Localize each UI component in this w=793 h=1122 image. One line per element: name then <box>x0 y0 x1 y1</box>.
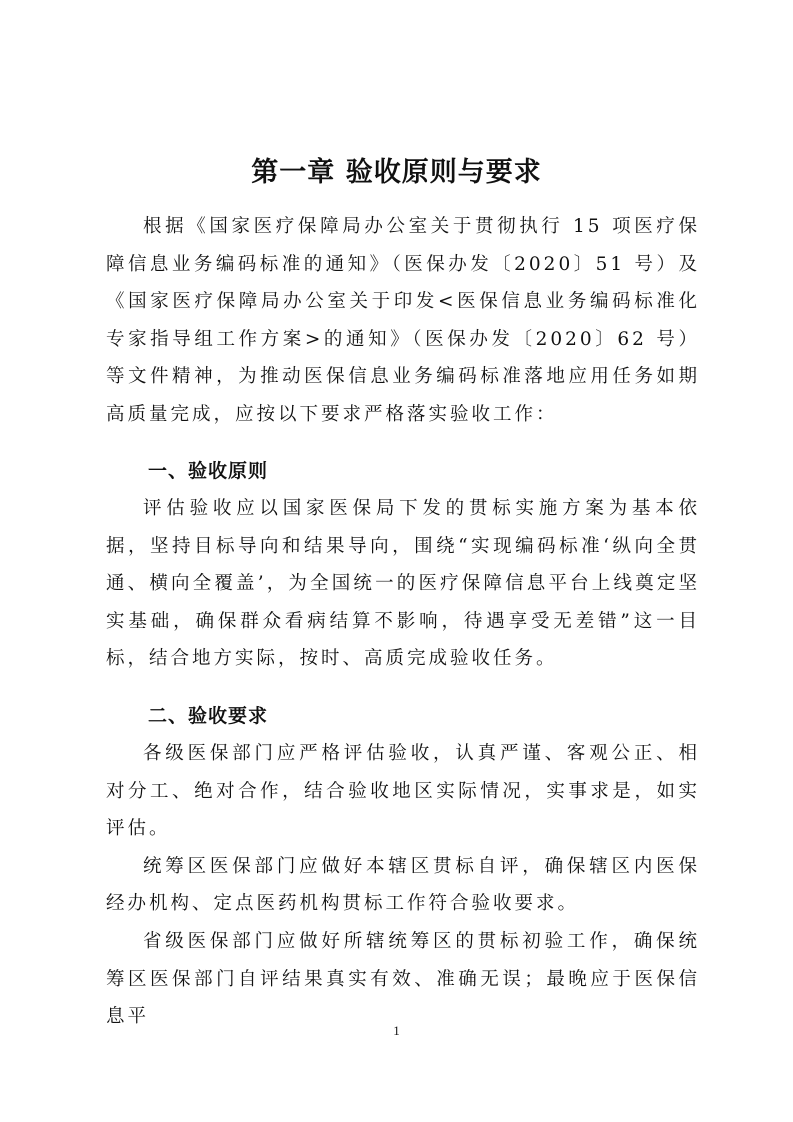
page-number: 1 <box>393 1023 400 1038</box>
chapter-title: 第一章 验收原则与要求 <box>251 157 542 188</box>
principles-paragraph <box>106 490 700 678</box>
requirements-paragraph-1: 各级医保部门应严格评估验收，认真严谨、客观公正、相对分工、绝对合作，结合验收地区实际情况，实事求是，如实评估。 <box>106 743 700 840</box>
requirements-paragraph-2: 统筹区医保部门应做好本辖区贯标自评，确保辖区内医保经办机构、定点医药机构贯标工作符合验收要求。 <box>106 855 700 915</box>
section-heading-principles: 一、验收原则 <box>148 460 269 482</box>
requirements-paragraph-3: 省级医保部门应做好所辖统筹区的贯标初验工作，确保统筹区医保部门自评结果真实有效、准确无误；最晚应于医保信息平 <box>106 930 700 1028</box>
section-heading-requirements: 二、验收要求 <box>148 705 269 727</box>
principles-paragraph-text: 评估验收应以国家医保局下发的贯标实施方案为基本依据，坚持目标导向和结果导向，围绕“实现编码标准‘纵向全贯通、横向全覆盖’，为全国统一的医疗保障信息平台上线奠定坚实基础，确保群众看病结算不影响，待遇享受无差错”这一目标，结合地方实际，按时、高质完成验收任务。 <box>106 498 700 670</box>
requirements-paragraphs <box>106 735 700 1036</box>
intro-paragraph <box>106 208 700 434</box>
intro-paragraph-text: 根据《国家医疗保障局办公室关于贯彻执行 15 项医疗保障信息业务编码标准的通知》（医保办发〔2020〕51 号）及《国家医疗保障局办公室关于印发<医保信息业务编码标准化专家指导组工作方案>的通知》（医保办发〔2020〕62 号）等文件精神，为推动医保信息业务编码标准落地应用任务如期高质量完成，应按以下要求严格落实验收工作： <box>106 216 700 425</box>
